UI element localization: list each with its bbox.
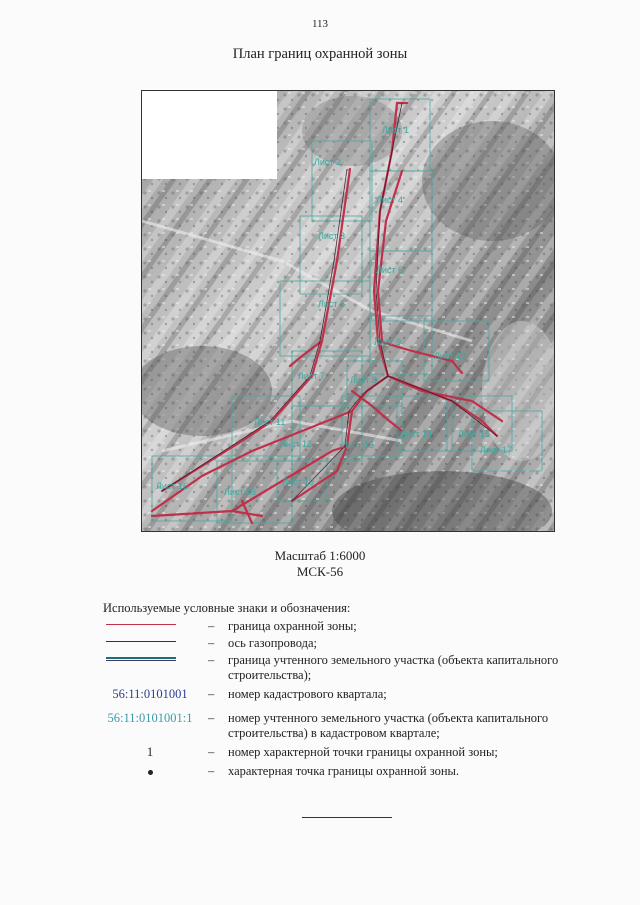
legend-title: Используемые условные знаки и обозначения: [103,601,351,615]
sheet-label: Лист 14 [400,429,433,439]
sheet-label: Лист 3 [318,231,346,241]
legend-symbol: 1 [146,745,154,759]
legend-description: номер кадастрового квартала; [228,687,387,701]
sheet-label: Лист 12 [280,439,313,449]
sheet-label: Лист 4 [376,195,404,205]
legend-dash: – [208,653,215,667]
sheet-label: Лист 5 [318,299,346,309]
crs-text: МСК-56 [296,564,344,579]
separator-line [302,817,392,818]
sheet-label: Лист 18 [224,487,257,497]
sheet-label: Лист 16 [156,481,189,491]
legend-dash: – [208,619,215,633]
legend-symbol: 56:11:0101001:1 [107,711,193,725]
legend-description: граница охранной зоны; [228,619,357,633]
legend-symbol: 56:11:0101001 [112,687,188,701]
sheet-label: Лист 19 [282,477,315,487]
scale-text: Масштаб 1:6000 [274,548,366,563]
legend-dash: – [208,764,215,778]
sheet-label: Лист 6 [376,265,404,275]
sheet-label: Лист 15 [458,429,491,439]
sheet-label: Лист 2 [314,157,342,167]
sheet-label: Лист 1 [382,125,410,135]
sheet-label: Лист 7 [298,371,326,381]
legend-description: ось газопровода; [228,636,318,650]
legend-description: граница учтенного земельного участка (объекта капитального строительства); [228,653,559,682]
legend-dash: – [208,711,215,725]
page-title: План границ охранной зоны [232,46,408,62]
legend-description: номер учтенного земельного участка (объекта капитального строительства) в кадастровом квартале; [228,711,549,740]
legend-description: номер характерной точки границы охранной зоны; [228,745,498,759]
sheet-label: Лист 8 [350,375,378,385]
map-svg [142,91,554,531]
legend-dash: – [208,745,215,759]
page-number: 113 [311,18,329,30]
sheet-label: Лист 11 [254,417,286,427]
legend-dash: – [208,687,215,701]
sheet-label: Лист 13 [342,440,375,450]
sheet-label: Лист 9 [374,337,402,347]
orthophoto-map [141,90,555,532]
sheet-label: Лист 17 [480,445,513,455]
scale-block [0,548,640,580]
legend-symbol [100,764,200,779]
legend-description: характерная точка границы охранной зоны. [228,764,460,778]
legend-dash: – [208,636,215,650]
sheet-label: Лист 10 [434,351,467,361]
